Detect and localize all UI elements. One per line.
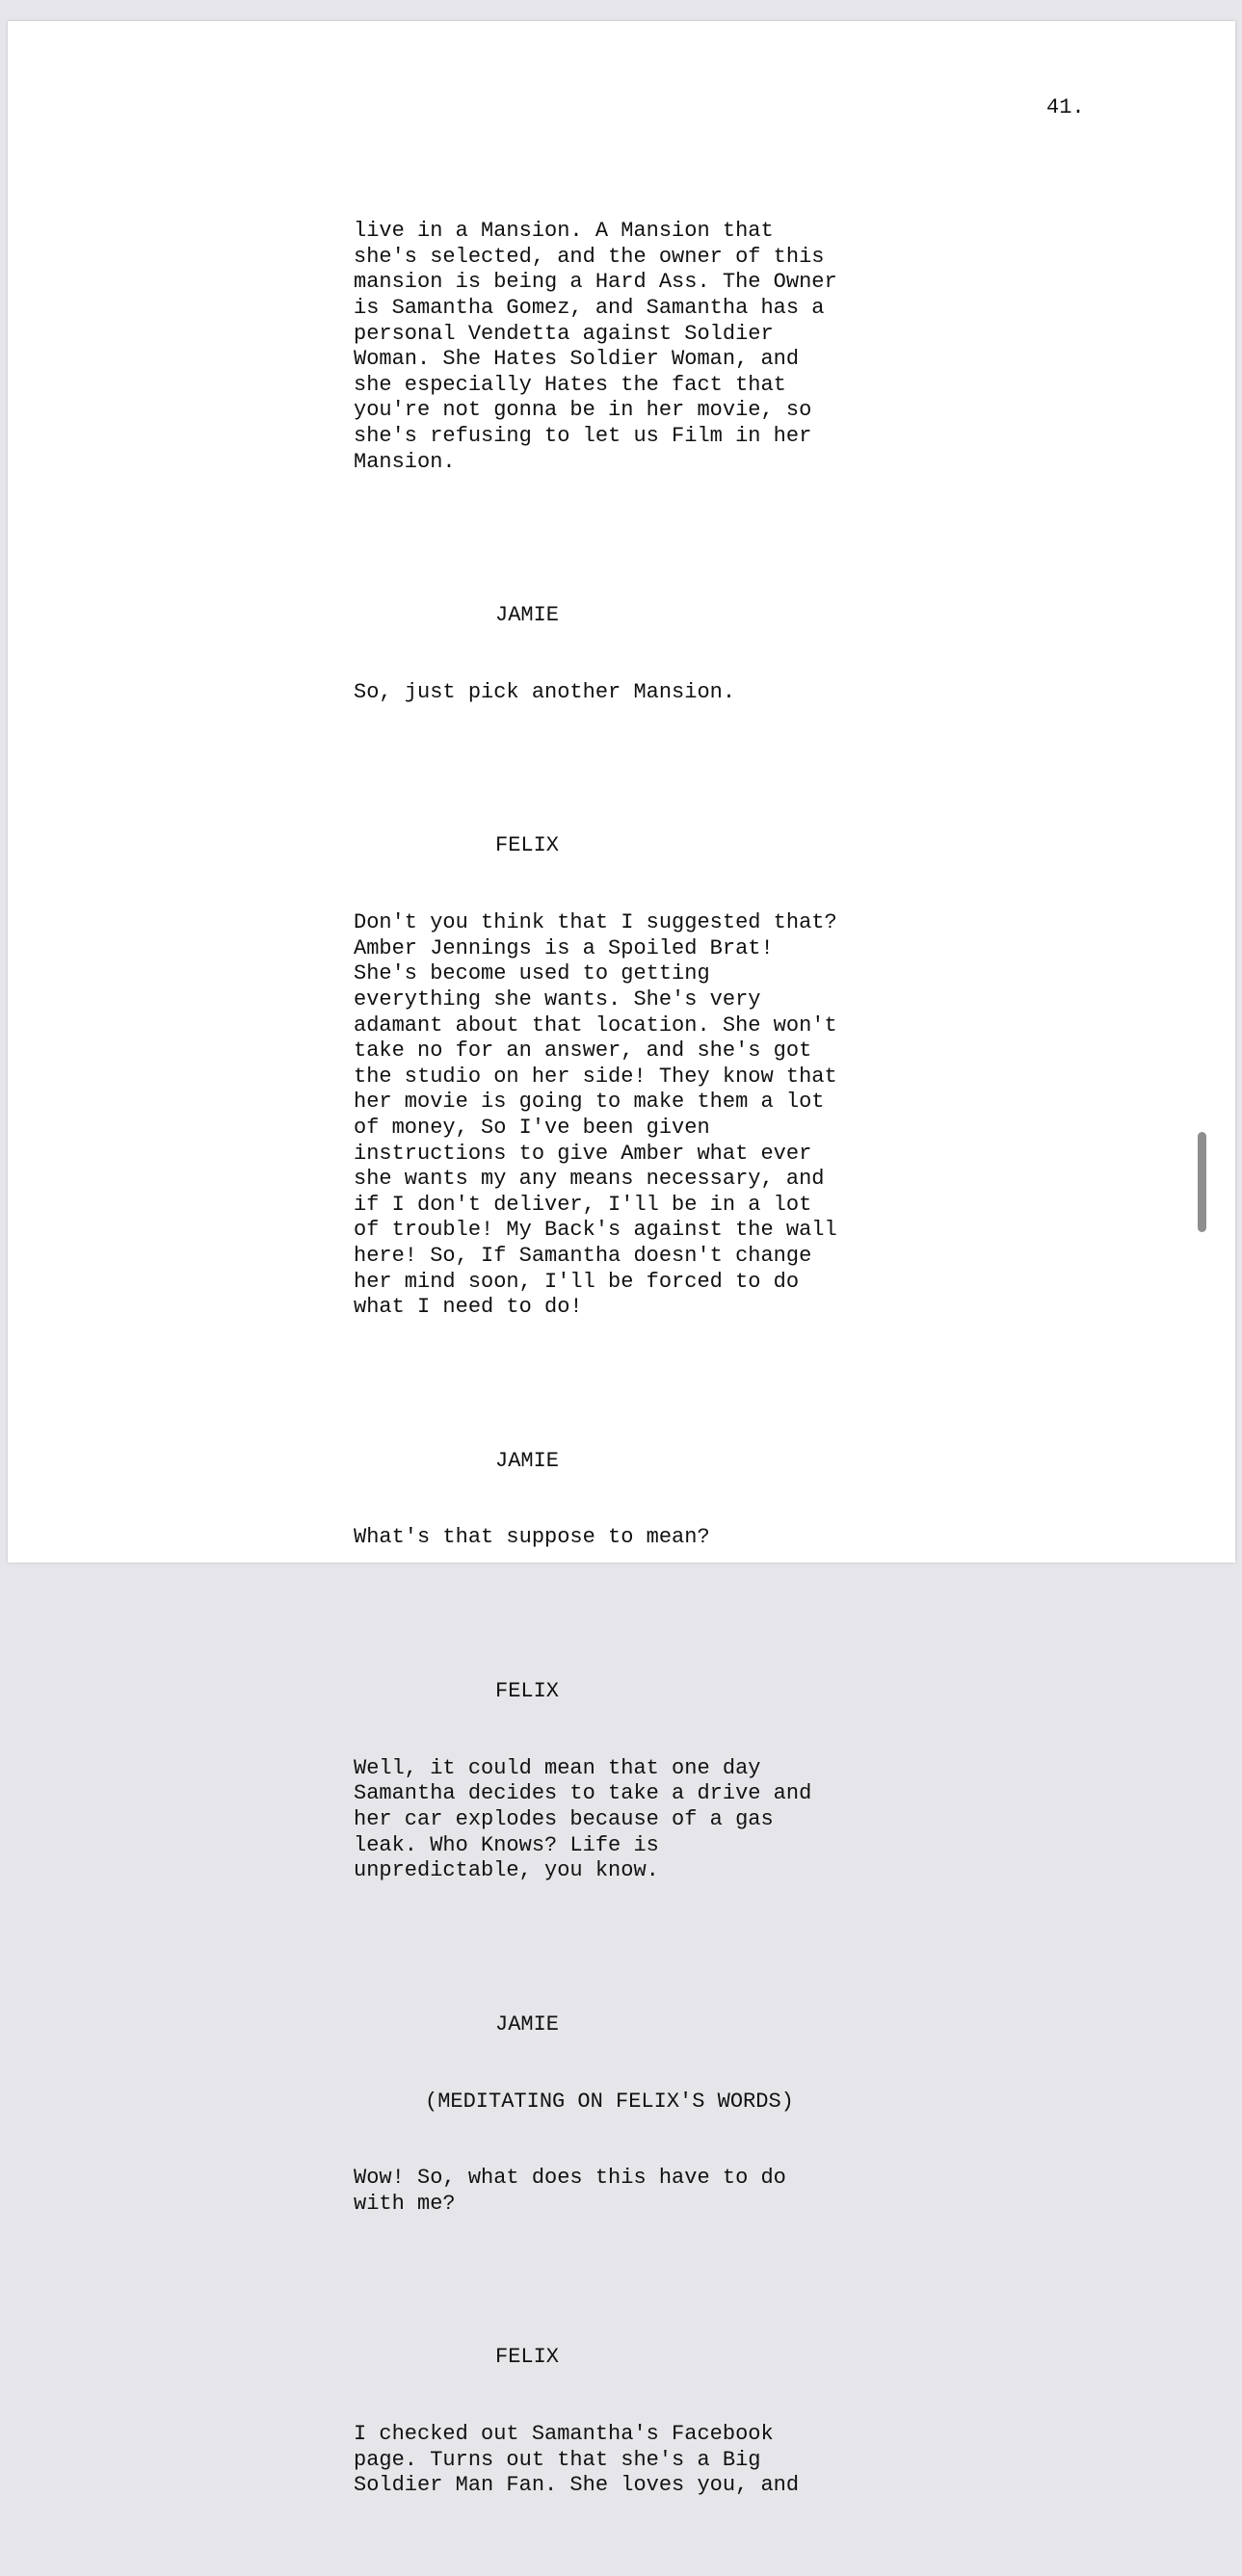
parenthetical: (MEDITATING ON FELIX'S WORDS) [425,2089,794,2114]
viewer-top-bar [0,0,1242,21]
dialogue-text: live in a Mansion. A Mansion that she's selected, and the owner of this mansion is being a Hard Ass. The Owner is Samantha Gomez, and Samantha has a personal Vendetta against Soldier Woman. She Hates Soldier Woman, and she especially Hates the fact that you're not gonna be in her movie, so she's refusing to let us Film in her Mansion. [354,219,837,474]
script-body [354,168,922,2576]
dialogue-block-jamie [354,1961,922,2269]
dialogue-block-felix [354,1628,922,1935]
dialogue-block-continued [354,168,922,526]
dialogue-block-jamie [354,1398,922,1603]
dialogue-text: Well, it could mean that one day Samantha decides to take a drive and her car explodes because of a gas leak. Who Knows? Life is unpredictable, you know. [354,1755,812,1883]
character-name: JAMIE [495,2011,560,2037]
dialogue-text: What's that suppose to mean? [354,1525,710,1550]
dialogue-text: Don't you think that I suggested that? Amber Jennings is a Spoiled Brat! She's become used to getting everything she wants. She's very adamant about that location. She won't take no for an answer, and she's got the studio on her side! They know that her movie is going to make them a lot of money, So I've been given instructions to give Amber what ever she wants my any means necessary, and if I don't deliver, I'll be in a lot of trouble! My Back's against the wall here! So, If Samantha doesn't change her mind soon, I'll be forced to do what I need to do! [354,910,837,1320]
dialogue-text: I checked out Samantha's Facebook page. Turns out that she's a Big Soldier Man Fan. She loves you, and [354,2422,800,2498]
dialogue-block-felix [354,782,922,1372]
dialogue-block-jamie [354,552,922,757]
dialogue-text: So, just pick another Mansion. [354,679,736,704]
character-name: JAMIE [495,1448,560,1473]
page-number: 41. [1046,95,1085,119]
character-name: FELIX [495,833,560,858]
scrollbar-track[interactable] [1210,21,1222,1544]
script-page [8,21,1235,2498]
character-name: JAMIE [495,603,560,628]
character-name: FELIX [495,1679,560,1704]
character-name: FELIX [495,2345,560,2370]
scrollbar-thumb[interactable] [1198,1132,1206,1232]
dialogue-text: Wow! So, what does this have to do with me? [354,2166,786,2216]
dialogue-block-felix [354,2294,922,2550]
